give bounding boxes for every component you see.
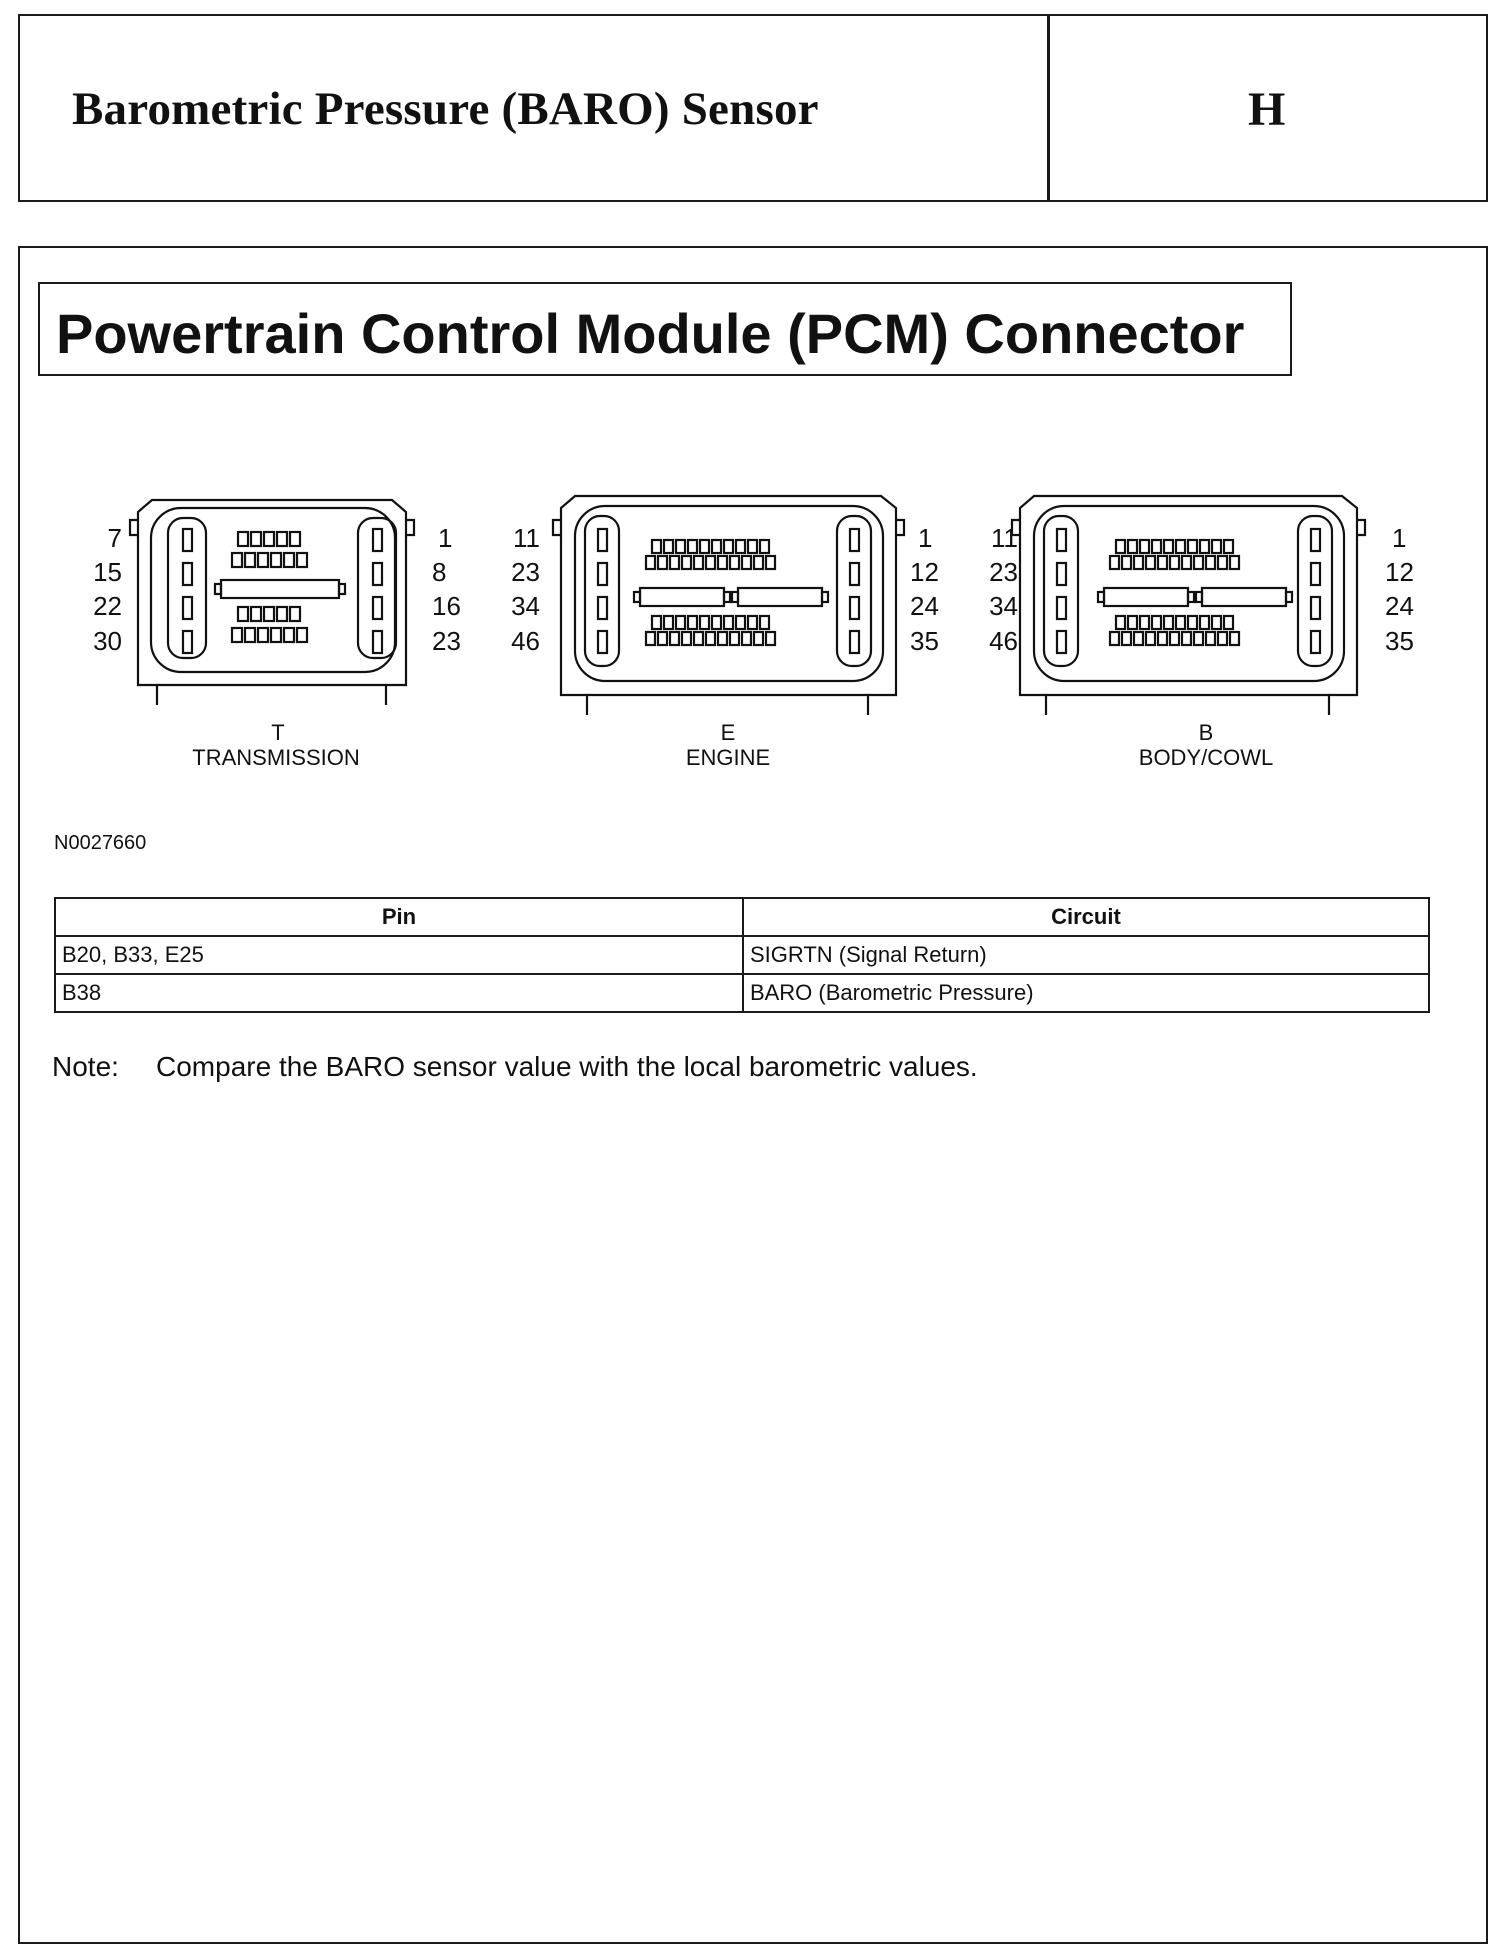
pin-cavity: [1194, 556, 1203, 569]
pin-cavity: [284, 553, 294, 567]
pin-cavity: [718, 556, 727, 569]
pin-cavity: [1128, 616, 1137, 629]
pin-cavity: [760, 616, 769, 629]
pin-cavity: [251, 607, 261, 621]
side-cavity: [850, 529, 859, 551]
t-right-pin-label: 16: [432, 591, 461, 621]
pin-cavity: [297, 628, 307, 642]
section-code: H: [1248, 83, 1286, 136]
pin-cavity: [1164, 540, 1173, 553]
b-right-pin-label: 24: [1385, 591, 1414, 621]
side-cavity: [373, 597, 382, 619]
pin-cavity: [754, 556, 763, 569]
side-cavity: [373, 563, 382, 585]
pin-cavity: [1224, 540, 1233, 553]
pin-cavity: [1116, 616, 1125, 629]
pin-cavity: [664, 616, 673, 629]
b-left-pin-label: 23: [989, 557, 1018, 587]
side-cavity: [1311, 631, 1320, 653]
pin-cavity: [1110, 632, 1119, 645]
side-cavity: [598, 563, 607, 585]
side-cavity: [183, 631, 192, 653]
pin-cavity: [730, 632, 739, 645]
pin-cavity: [766, 632, 775, 645]
pin-cavity: [1176, 540, 1185, 553]
e-right-pin-label: 1: [918, 523, 933, 553]
figure-id: N0027660: [54, 832, 147, 854]
pin-cavity: [700, 540, 709, 553]
pin-cavity: [1170, 632, 1179, 645]
pin-circuit-table: [54, 897, 1430, 1013]
side-cavity: [1057, 529, 1066, 551]
pin-cavity: [652, 540, 661, 553]
circuit-cell: SIGRTN (Signal Return): [743, 936, 1429, 974]
side-cavity: [183, 529, 192, 551]
pin-cavity: [646, 556, 655, 569]
connector-body-cowl: [1012, 496, 1365, 715]
pin-cavity: [718, 632, 727, 645]
table-header-row: [55, 898, 1429, 936]
pin-cavity: [1218, 556, 1227, 569]
section-title: Powertrain Control Module (PCM) Connector: [56, 302, 1245, 365]
pin-cavity: [290, 607, 300, 621]
e-right-pin-label: 12: [910, 557, 939, 587]
pin-cavity: [652, 616, 661, 629]
pin-cavity: [760, 540, 769, 553]
side-cavity: [1311, 529, 1320, 551]
e-right-pin-label: 35: [910, 626, 939, 656]
pin-cavity: [694, 556, 703, 569]
b-left-pin-label: 34: [989, 591, 1018, 621]
pcm-connector-diagram: [0, 0, 1504, 800]
connector-letter: B: [1198, 720, 1214, 745]
pin-cavity: [1176, 616, 1185, 629]
pin-cavity: [232, 628, 242, 642]
pin-cavity: [712, 616, 721, 629]
side-cavity: [850, 563, 859, 585]
pin-cavity: [1134, 556, 1143, 569]
pin-cavity: [1158, 556, 1167, 569]
connector-name: TRANSMISSION: [192, 745, 360, 770]
pin-cavity: [271, 553, 281, 567]
pin-cavity: [271, 628, 281, 642]
pin-cavity: [1218, 632, 1227, 645]
pin-cavity: [1182, 556, 1191, 569]
pin-cavity: [682, 632, 691, 645]
column-header-circuit: Circuit: [743, 898, 1429, 936]
pin-cavity: [1140, 540, 1149, 553]
pin-cavity: [646, 632, 655, 645]
pin-cavity: [1152, 540, 1161, 553]
pin-cavity: [730, 556, 739, 569]
pin-cavity: [297, 553, 307, 567]
page-title: Barometric Pressure (BARO) Sensor: [72, 83, 819, 135]
side-cavity: [598, 529, 607, 551]
side-cavity: [183, 597, 192, 619]
pin-cavity: [676, 616, 685, 629]
t-right-pin-label: 1: [438, 523, 453, 553]
pin-cavity: [245, 628, 255, 642]
pin-cavity: [658, 632, 667, 645]
pin-cavity: [1230, 556, 1239, 569]
pin-cavity: [1158, 632, 1167, 645]
b-left-pin-label: 11: [991, 523, 1018, 553]
circuit-cell: BARO (Barometric Pressure): [743, 974, 1429, 1012]
pin-cavity: [1128, 540, 1137, 553]
pin-cavity: [238, 532, 248, 546]
pin-cavity: [688, 540, 697, 553]
pin-cavity: [670, 556, 679, 569]
pin-cavity: [258, 628, 268, 642]
side-cavity: [373, 631, 382, 653]
pin-cavity: [700, 616, 709, 629]
pin-cavity: [736, 616, 745, 629]
pin-cavity: [251, 532, 261, 546]
b-left-pin-label: 46: [989, 626, 1018, 656]
e-left-pin-label: 34: [511, 591, 540, 621]
table-row: [55, 936, 1429, 974]
pin-cavity: [766, 556, 775, 569]
pin-cavity: [245, 553, 255, 567]
pin-cavity: [712, 540, 721, 553]
side-cavity: [1311, 597, 1320, 619]
e-left-pin-label: 11: [513, 523, 540, 553]
pin-cavity: [748, 540, 757, 553]
pin-cavity: [264, 607, 274, 621]
connector-name: BODY/COWL: [1138, 745, 1274, 770]
pin-cavity: [664, 540, 673, 553]
pin-cavity: [290, 532, 300, 546]
pin-cavity: [1194, 632, 1203, 645]
column-header-pin: Pin: [55, 898, 743, 936]
pin-cavity: [232, 553, 242, 567]
side-cavity: [373, 529, 382, 551]
pin-cavity: [682, 556, 691, 569]
pin-cavity: [754, 632, 763, 645]
side-cavity: [1057, 631, 1066, 653]
t-left-pin-label: 7: [107, 523, 122, 553]
pin-cavity: [1146, 556, 1155, 569]
pin-cavity: [1122, 632, 1131, 645]
e-left-pin-label: 46: [511, 626, 540, 656]
pin-cavity: [688, 616, 697, 629]
connector-letter: T: [271, 720, 285, 745]
pin-cavity: [1140, 616, 1149, 629]
side-cavity: [850, 631, 859, 653]
pin-cell: B38: [55, 974, 743, 1012]
pin-cavity: [277, 607, 287, 621]
side-cavity: [850, 597, 859, 619]
pin-cavity: [1146, 632, 1155, 645]
pin-cavity: [1164, 616, 1173, 629]
pin-cavity: [1170, 556, 1179, 569]
pin-cavity: [1188, 540, 1197, 553]
connector-letter: E: [720, 720, 736, 745]
pin-cavity: [1200, 616, 1209, 629]
note-text: Compare the BARO sensor value with the local barometric values.: [156, 1051, 978, 1082]
note-label: Note:: [52, 1051, 119, 1082]
pin-cavity: [1224, 616, 1233, 629]
pin-cavity: [742, 556, 751, 569]
pin-cavity: [1206, 556, 1215, 569]
e-right-pin-label: 24: [910, 591, 939, 621]
pin-cavity: [1212, 616, 1221, 629]
pin-cell: B20, B33, E25: [55, 936, 743, 974]
b-right-pin-label: 12: [1385, 557, 1414, 587]
pin-cavity: [676, 540, 685, 553]
pin-cavity: [1116, 540, 1125, 553]
t-left-pin-label: 22: [93, 591, 122, 621]
pin-cavity: [284, 628, 294, 642]
side-cavity: [598, 631, 607, 653]
connector-name: ENGINE: [685, 745, 771, 770]
side-cavity: [1057, 597, 1066, 619]
pin-cavity: [277, 532, 287, 546]
pin-cavity: [724, 616, 733, 629]
pin-cavity: [1206, 632, 1215, 645]
pin-cavity: [724, 540, 733, 553]
t-left-pin-label: 30: [93, 626, 122, 656]
connector-engine: [553, 496, 904, 715]
side-cavity: [1057, 563, 1066, 585]
t-right-pin-label: 8: [432, 557, 447, 587]
side-cavity: [1311, 563, 1320, 585]
pin-cavity: [1152, 616, 1161, 629]
pin-cavity: [1134, 632, 1143, 645]
pin-cavity: [1188, 616, 1197, 629]
pin-cavity: [1182, 632, 1191, 645]
pin-cavity: [748, 616, 757, 629]
side-cavity: [598, 597, 607, 619]
pin-cavity: [706, 556, 715, 569]
pin-cavity: [258, 553, 268, 567]
note: [52, 1051, 978, 1083]
pin-cavity: [1230, 632, 1239, 645]
pin-cavity: [742, 632, 751, 645]
pin-cavity: [658, 556, 667, 569]
pin-cavity: [1212, 540, 1221, 553]
side-cavity: [183, 563, 192, 585]
connector-transmission: [130, 500, 414, 705]
t-left-pin-label: 15: [93, 557, 122, 587]
b-right-pin-label: 35: [1385, 626, 1414, 656]
t-right-pin-label: 23: [432, 626, 461, 656]
pin-cavity: [1110, 556, 1119, 569]
e-left-pin-label: 23: [511, 557, 540, 587]
pin-cavity: [1200, 540, 1209, 553]
pin-cavity: [694, 632, 703, 645]
pin-cavity: [264, 532, 274, 546]
pin-cavity: [736, 540, 745, 553]
pin-cavity: [670, 632, 679, 645]
b-right-pin-label: 1: [1392, 523, 1407, 553]
pin-cavity: [238, 607, 248, 621]
pin-cavity: [1122, 556, 1131, 569]
table-row: [55, 974, 1429, 1012]
pin-cavity: [706, 632, 715, 645]
